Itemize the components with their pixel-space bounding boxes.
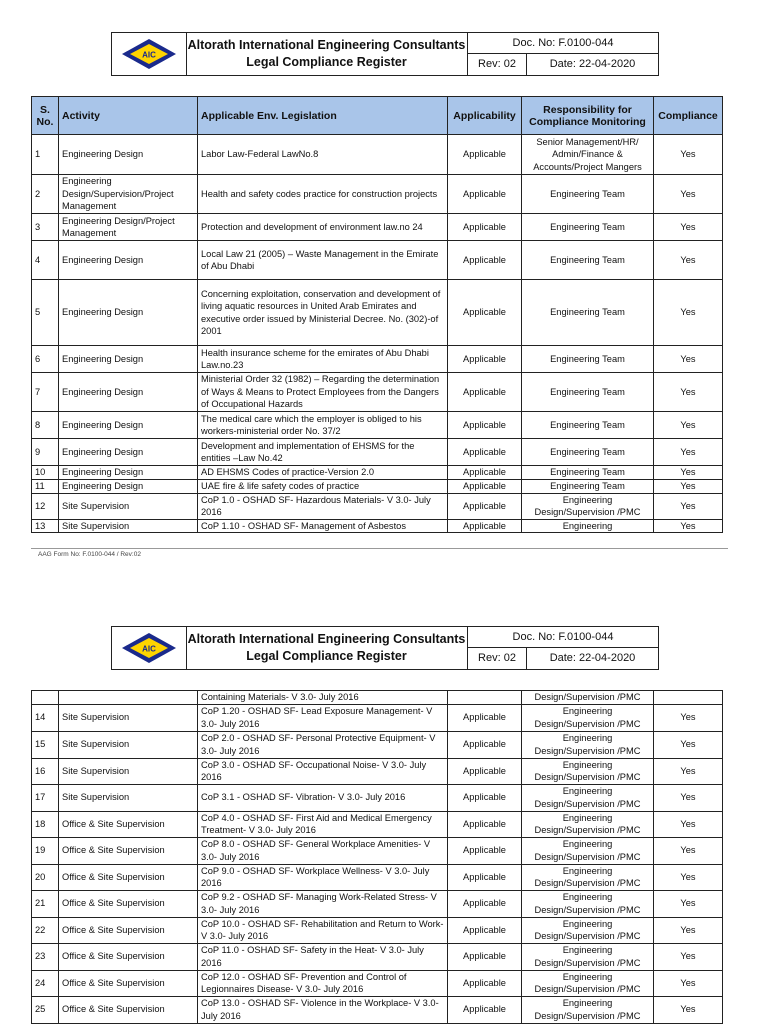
cell-activity: Engineering Design [59,346,198,373]
doc-number: Doc. No: F.0100-044 [468,627,658,648]
cell-sno: 7 [32,373,59,412]
cell-sno: 2 [32,175,59,214]
cell-compliance: Yes [654,890,723,917]
cell-sno: 1 [32,135,59,175]
cell-sno: 5 [32,280,59,346]
cell-applicability: Applicable [448,175,522,214]
cell-compliance: Yes [654,479,723,493]
cell-sno: 18 [32,811,59,837]
document-title [186,627,468,669]
cell-compliance: Yes [654,175,723,214]
cell-responsibility: Engineering Design/Supervision /PMC [522,704,654,731]
cell-responsibility: Engineering Team [522,175,654,214]
cell-activity: Site Supervision [59,758,198,784]
cell-responsibility: Engineering Team [522,439,654,466]
cell-applicability: Applicable [448,519,522,533]
cell-responsibility: Engineering Design/Supervision /PMC [522,758,654,784]
cell-sno: 24 [32,970,59,996]
cell-compliance: Yes [654,280,723,346]
cell-responsibility: Engineering Team [522,466,654,480]
company-logo [112,33,187,75]
cell-activity: Office & Site Supervision [59,890,198,917]
cell-compliance: Yes [654,784,723,811]
cell-activity: Site Supervision [59,519,198,533]
cell-applicability: Applicable [448,811,522,837]
logo-text: AIC [142,50,156,60]
cell-responsibility: Engineering Team [522,214,654,241]
cell-compliance: Yes [654,466,723,480]
revision: Rev: 02 [468,648,527,669]
cell-applicability: Applicable [448,479,522,493]
cell-applicability: Applicable [448,493,522,519]
aic-logo-icon [112,627,186,669]
cell-applicability: Applicable [448,135,522,175]
cell-activity: Office & Site Supervision [59,970,198,996]
continuation-row [32,691,723,705]
cell-activity: Engineering Design [59,373,198,412]
table-row [32,811,723,837]
cell-sno: 22 [32,917,59,943]
cell-legislation: The medical care which the employer is obliged to his workers-ministerial order No. 37/2 [198,412,448,439]
cell-applicability: Applicable [448,241,522,280]
table-row [32,479,723,493]
cell-compliance: Yes [654,731,723,758]
cell-compliance: Yes [654,864,723,890]
cell-applicability: Applicable [448,412,522,439]
cell-responsibility: Engineering Design/Supervision /PMC [522,917,654,943]
cell-applicability: Applicable [448,439,522,466]
cell-compliance: Yes [654,493,723,519]
cell-activity: Office & Site Supervision [59,996,198,1023]
cell-legislation: Ministerial Order 32 (1982) – Regarding the determination of Ways & Means to Protect Employees from the Dangers of Occupational Hazards [198,373,448,412]
cell-sno: 17 [32,784,59,811]
cell-sno: 15 [32,731,59,758]
cell-compliance: Yes [654,758,723,784]
cell-responsibility: Engineering Design/Supervision /PMC [522,864,654,890]
cell-activity: Engineering Design/Supervision/Project Management [59,175,198,214]
table-row [32,970,723,996]
col-header-legislation: Applicable Env. Legislation [198,97,448,135]
cell-compliance: Yes [654,704,723,731]
cell-sno: 21 [32,890,59,917]
cell-responsibility: Senior Management/HR/ Admin/Finance & Accounts/Project Mangers [522,135,654,175]
cell-sno: 11 [32,479,59,493]
table-row [32,346,723,373]
cell-activity: Engineering Design [59,241,198,280]
cell-sno: 9 [32,439,59,466]
cell-sno [32,691,59,705]
cell-responsibility: Engineering Design/Supervision /PMC [522,493,654,519]
table-row [32,373,723,412]
cell-legislation: CoP 4.0 - OSHAD SF- First Aid and Medical Emergency Treatment- V 3.0- July 2016 [198,811,448,837]
cell-sno: 10 [32,466,59,480]
table-row [32,731,723,758]
cell-compliance: Yes [654,811,723,837]
form-footer: AAG Form No: F.0100-044 / Rev:02 [38,551,141,558]
cell-responsibility: Engineering Design/Supervision /PMC [522,970,654,996]
cell-responsibility: Engineering Design/Supervision /PMC [522,837,654,864]
cell-sno: 16 [32,758,59,784]
cell-activity: Office & Site Supervision [59,837,198,864]
table-row [32,864,723,890]
cell-sno: 19 [32,837,59,864]
cell-activity: Engineering Design [59,479,198,493]
table-row [32,519,723,533]
cell-compliance: Yes [654,837,723,864]
compliance-table-continued [31,690,723,1024]
cell-legislation: CoP 12.0 - OSHAD SF- Prevention and Control of Legionnaires Disease- V 3.0- July 2016 [198,970,448,996]
cell-sno: 25 [32,996,59,1023]
cell-sno: 13 [32,519,59,533]
cell-responsibility: Engineering Team [522,373,654,412]
table-row [32,493,723,519]
cell-sno: 20 [32,864,59,890]
document-title [186,33,468,75]
cell-legislation: CoP 1.0 - OSHAD SF- Hazardous Materials- V 3.0- July 2016 [198,493,448,519]
cell-sno: 14 [32,704,59,731]
cell-compliance: Yes [654,996,723,1023]
doc-date: Date: 22-04-2020 [549,652,636,664]
cell-legislation: CoP 10.0 - OSHAD SF- Rehabilitation and Return to Work- V 3.0- July 2016 [198,917,448,943]
table-row [32,175,723,214]
cell-legislation: Health insurance scheme for the emirates of Abu Dhabi Law.no.23 [198,346,448,373]
cell-responsibility: Engineering Team [522,241,654,280]
table-row [32,996,723,1023]
cell-compliance: Yes [654,135,723,175]
table-row [32,890,723,917]
cell-applicability: Applicable [448,996,522,1023]
cell-responsibility: Engineering Design/Supervision /PMC [522,890,654,917]
company-logo [112,627,187,669]
cell-activity: Engineering Design/Project Management [59,214,198,241]
aic-logo-icon [112,33,186,75]
cell-applicability: Applicable [448,917,522,943]
revision: Rev: 02 [468,54,527,75]
cell-sno: 12 [32,493,59,519]
cell-activity: Site Supervision [59,731,198,758]
cell-responsibility: Engineering Team [522,280,654,346]
cell-legislation: Local Law 21 (2005) – Waste Management in the Emirate of Abu Dhabi [198,241,448,280]
cell-applicability: Applicable [448,837,522,864]
table-row [32,704,723,731]
cell-activity: Engineering Design [59,135,198,175]
cell-compliance: Yes [654,346,723,373]
cell-legislation: CoP 13.0 - OSHAD SF- Violence in the Workplace- V 3.0- July 2016 [198,996,448,1023]
cell-activity: Office & Site Supervision [59,943,198,970]
cell-responsibility: Engineering Design/Supervision /PMC [522,784,654,811]
cell-sno: 23 [32,943,59,970]
cell-applicability: Applicable [448,943,522,970]
cell-compliance: Yes [654,519,723,533]
table-row [32,917,723,943]
doc-number: Doc. No: F.0100-044 [468,33,658,54]
cell-legislation: Labor Law-Federal LawNo.8 [198,135,448,175]
cell-legislation: Protection and development of environment law.no 24 [198,214,448,241]
cell-legislation: CoP 8.0 - OSHAD SF- General Workplace Amenities- V 3.0- July 2016 [198,837,448,864]
cell-sno: 8 [32,412,59,439]
cell-responsibility: Engineering Team [522,346,654,373]
col-header-compliance: Compliance [654,97,723,135]
cell-applicability [448,691,522,705]
register-name: Legal Compliance Register [246,649,407,663]
register-name: Legal Compliance Register [246,55,407,69]
cell-activity: Office & Site Supervision [59,811,198,837]
doc-date: Date: 22-04-2020 [549,58,636,70]
cell-responsibility: Engineering Team [522,412,654,439]
table-row [32,758,723,784]
cell-compliance: Yes [654,439,723,466]
cell-activity [59,691,198,705]
table-row [32,837,723,864]
cell-legislation: Health and safety codes practice for construction projects [198,175,448,214]
cell-applicability: Applicable [448,731,522,758]
cell-compliance [654,691,723,705]
col-header-responsibility: Responsibility for Compliance Monitoring [522,97,654,135]
table-row [32,943,723,970]
cell-legislation: CoP 1.20 - OSHAD SF- Lead Exposure Management- V 3.0- July 2016 [198,704,448,731]
cell-applicability: Applicable [448,214,522,241]
cell-activity: Site Supervision [59,784,198,811]
cell-applicability: Applicable [448,864,522,890]
cell-activity: Engineering Design [59,439,198,466]
cell-legislation: CoP 11.0 - OSHAD SF- Safety in the Heat- V 3.0- July 2016 [198,943,448,970]
col-header-activity: Activity [59,97,198,135]
cell-activity: Site Supervision [59,493,198,519]
cell-responsibility: Design/Supervision /PMC [522,691,654,705]
cell-legislation: CoP 9.0 - OSHAD SF- Workplace Wellness- V 3.0- July 2016 [198,864,448,890]
cell-applicability: Applicable [448,970,522,996]
table-row [32,439,723,466]
cell-applicability: Applicable [448,466,522,480]
cell-legislation: CoP 3.0 - OSHAD SF- Occupational Noise- V 3.0- July 2016 [198,758,448,784]
company-name: Altorath International Engineering Consultants [187,38,466,52]
cell-responsibility: Engineering Design/Supervision /PMC [522,731,654,758]
cell-legislation: AD EHSMS Codes of practice-Version 2.0 [198,466,448,480]
table-row [32,784,723,811]
cell-compliance: Yes [654,917,723,943]
cell-compliance: Yes [654,412,723,439]
cell-sno: 4 [32,241,59,280]
cell-legislation: Concerning exploitation, conservation and development of living aquatic resources in United Arab Emirates and executive order issued by Ministerial Decree. No. (302)-of 2001 [198,280,448,346]
cell-legislation: UAE fire & life safety codes of practice [198,479,448,493]
table-row [32,214,723,241]
cell-compliance: Yes [654,241,723,280]
cell-compliance: Yes [654,943,723,970]
cell-activity: Site Supervision [59,704,198,731]
table-row [32,466,723,480]
cell-activity: Engineering Design [59,412,198,439]
cell-activity: Engineering Design [59,466,198,480]
cell-applicability: Applicable [448,890,522,917]
compliance-table [31,96,723,533]
cell-responsibility: Engineering Design/Supervision /PMC [522,811,654,837]
cell-responsibility: Engineering Design/Supervision /PMC [522,996,654,1023]
doc-meta [468,627,658,669]
table-row [32,280,723,346]
cell-legislation: CoP 3.1 - OSHAD SF- Vibration- V 3.0- July 2016 [198,784,448,811]
cell-legislation: CoP 1.10 - OSHAD SF- Management of Asbestos [198,519,448,533]
cell-applicability: Applicable [448,346,522,373]
table-row [32,412,723,439]
company-name: Altorath International Engineering Consultants [187,632,466,646]
cell-applicability: Applicable [448,784,522,811]
cell-legislation: CoP 2.0 - OSHAD SF- Personal Protective Equipment- V 3.0- July 2016 [198,731,448,758]
cell-legislation: Containing Materials- V 3.0- July 2016 [198,691,448,705]
doc-meta [468,33,658,75]
footer-divider [31,548,728,549]
cell-compliance: Yes [654,970,723,996]
document-header-2 [111,626,659,670]
cell-legislation: CoP 9.2 - OSHAD SF- Managing Work-Related Stress- V 3.0- July 2016 [198,890,448,917]
logo-text: AIC [142,644,156,654]
table-row [32,241,723,280]
table-header-row [32,97,723,135]
cell-activity: Engineering Design [59,280,198,346]
cell-responsibility: Engineering Team [522,479,654,493]
cell-activity: Office & Site Supervision [59,917,198,943]
table-row [32,135,723,175]
document-header [111,32,659,76]
cell-legislation: Development and implementation of EHSMS for the entities –Law No.42 [198,439,448,466]
cell-activity: Office & Site Supervision [59,864,198,890]
cell-applicability: Applicable [448,280,522,346]
cell-sno: 3 [32,214,59,241]
cell-compliance: Yes [654,373,723,412]
col-header-applicability: Applicability [448,97,522,135]
cell-applicability: Applicable [448,758,522,784]
cell-responsibility: Engineering [522,519,654,533]
col-header-sno: S. No. [32,97,59,135]
cell-applicability: Applicable [448,704,522,731]
cell-compliance: Yes [654,214,723,241]
cell-responsibility: Engineering Design/Supervision /PMC [522,943,654,970]
cell-applicability: Applicable [448,373,522,412]
cell-sno: 6 [32,346,59,373]
